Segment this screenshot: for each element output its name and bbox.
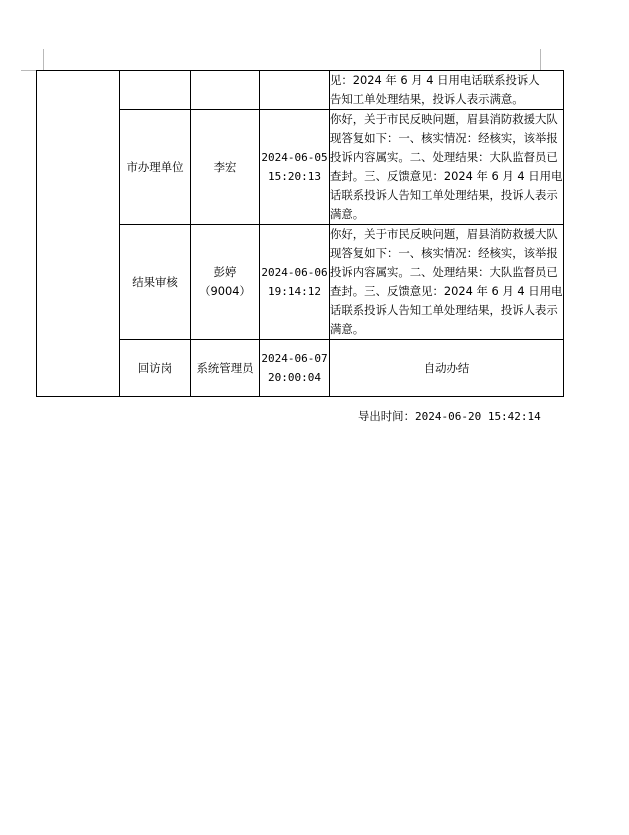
handler-cell (191, 71, 260, 110)
content-line: 见：2024 年 6 月 4 日用电话联系投诉人 (330, 73, 540, 87)
time-cell: 2024-06-06 19:14:12 (260, 225, 330, 340)
time-cell: 2024-06-07 20:00:04 (260, 340, 330, 397)
table-row (37, 71, 564, 110)
content-cell: 你好，关于市民反映问题，眉县消防救援大队现答复如下：一、核实情况：经核实，该举报投诉内容属实。二、处理结果：大队监督员已查封。三、反馈意见：2024 年 6 月 4 日用电话联系投诉人告知工单处理结果，投诉人表示满意。 (330, 225, 564, 340)
time-cell (260, 71, 330, 110)
content-cell (330, 71, 564, 110)
export-time (358, 408, 541, 424)
left-merged-cell (37, 71, 120, 397)
dept-cell: 市办理单位 (120, 110, 191, 225)
content-cell: 你好，关于市民反映问题，眉县消防救援大队现答复如下：一、核实情况：经核实，该举报投诉内容属实。二、处理结果：大队监督员已查封。三、反馈意见：2024 年 6 月 4 日用电话联系投诉人告知工单处理结果，投诉人表示满意。 (330, 110, 564, 225)
content-line: 告知工单处理结果，投诉人表示满意。 (330, 92, 524, 106)
time-cell: 2024-06-05 15:20:13 (260, 110, 330, 225)
export-timestamp: 2024-06-20 15:42:14 (414, 410, 541, 423)
process-table (36, 70, 564, 397)
crop-mark-top-right-vertical (540, 49, 541, 71)
export-label: 导出时间： (358, 409, 415, 423)
dept-cell (120, 71, 191, 110)
crop-mark-top-left-vertical (43, 49, 44, 71)
dept-cell: 回访岗 (120, 340, 191, 397)
dept-cell: 结果审核 (120, 225, 191, 340)
handler-cell: 系统管理员 (191, 340, 260, 397)
handler-cell: 彭婷（9004） (191, 225, 260, 340)
handler-cell: 李宏 (191, 110, 260, 225)
content-cell: 自动办结 (330, 340, 564, 397)
